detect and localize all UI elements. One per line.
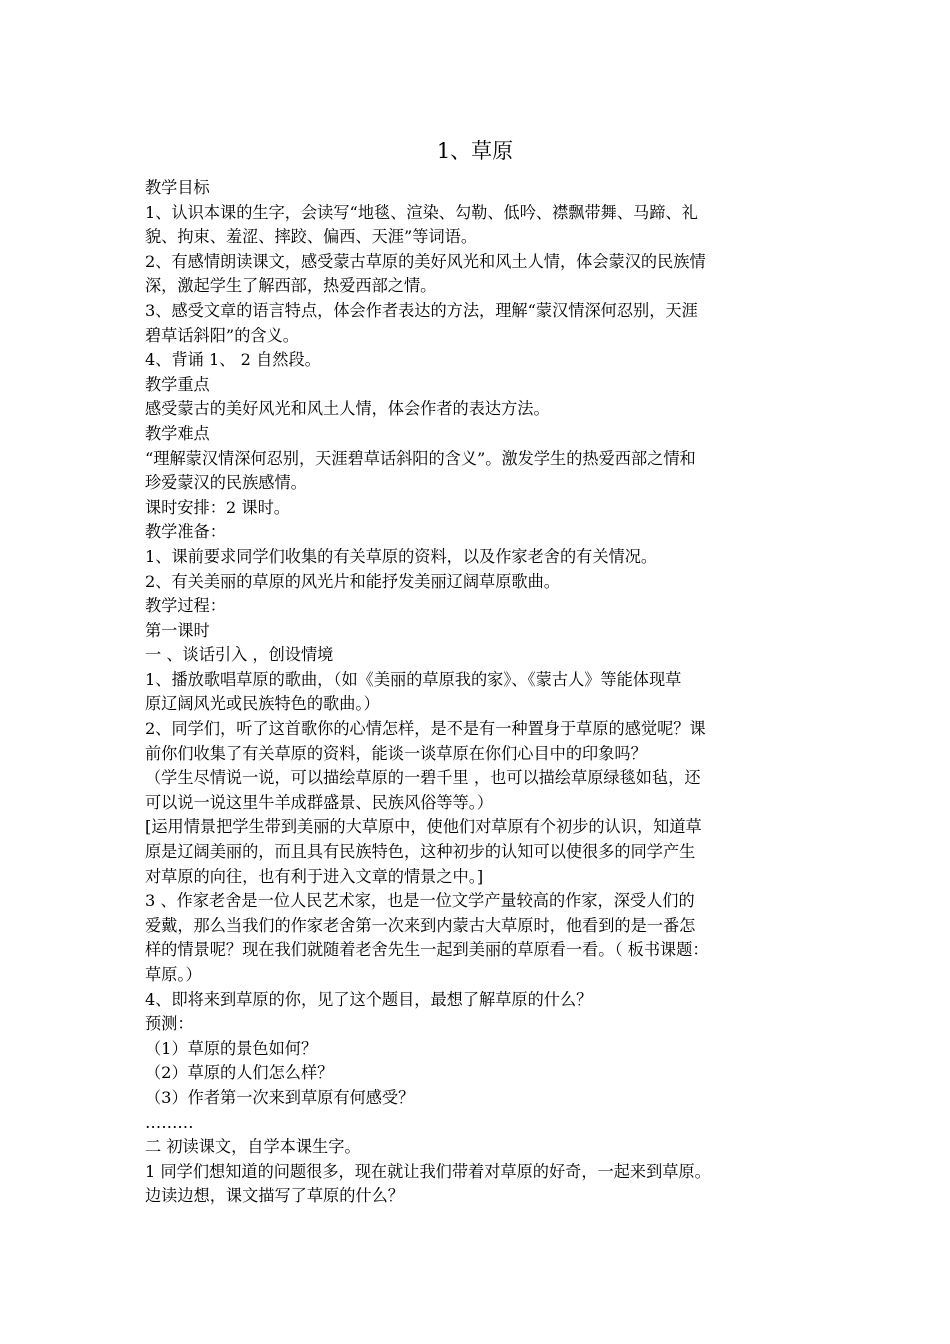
text-line: 1、播放歌唱草原的歌曲，（如《美丽的草原我的家》、《蒙古人》等能体现草 — [145, 669, 682, 689]
text-line: [运用情景把学生带到美丽的大草原中，使他们对草原有个初步的认识，知道草 — [145, 817, 702, 837]
text-line: 2、有感情朗读课文，感受蒙古草原的美好风光和风土人情，体会蒙汉的民族情 — [145, 251, 706, 271]
text-line: 4、即将来到草原的你，见了这个题目，最想了解草原的什么？ — [145, 989, 593, 1009]
text-line: 珍爱蒙汉的民族感情。 — [145, 473, 307, 493]
text-line: 预测： — [145, 1014, 194, 1034]
text-line: 貌、拘束、羞涩、摔跤、偏西、天涯”等词语。 — [145, 227, 478, 247]
text-line: 2、同学们，听了这首歌你的心情怎样，是不是有一种置身于草原的感觉呢？课 — [145, 719, 706, 739]
text-line: 二 初读课文，自学本课生字。 — [145, 1137, 361, 1157]
text-line: 边读边想，课文描写了草原的什么？ — [145, 1186, 404, 1206]
text-line: 1、课前要求同学们收集的有关草原的资料，以及作家老舍的有关情况。 — [145, 546, 658, 566]
text-line: “理解蒙汉情深何忍别，天涯碧草话斜阳的含义”。激发学生的热爱西部之情和 — [145, 448, 696, 468]
text-line: （1）草原的景色如何？ — [145, 1038, 318, 1058]
text-line: 3 、作家老舍是一位人民艺术家，也是一位文学产量较高的作家，深受人们的 — [145, 891, 695, 911]
text-line: 3、感受文章的语言特点，体会作者表达的方法，理解“蒙汉情深何忍别，天涯 — [145, 300, 698, 320]
text-line: 感受蒙古的美好风光和风土人情，体会作者的表达方法。 — [145, 399, 550, 419]
text-line: 教学过程： — [145, 596, 226, 616]
text-line: 样的情景呢？现在我们就随着老舍先生一起到美丽的草原看一看。（ 板书课题： — [145, 940, 709, 960]
text-line: 可以说一说这里牛羊成群盛景、民族风俗等等。） — [145, 792, 494, 812]
text-line: ……… — [145, 1112, 194, 1132]
text-line: （学生尽情说一说，可以描绘草原的一碧千里 ，也可以描绘草原绿毯如毡，还 — [145, 768, 701, 788]
text-line: 前你们收集了有关草原的资料，能谈一谈草原在你们心目中的印象吗？ — [145, 743, 647, 763]
text-line: 1 同学们想知道的问题很多，现在就让我们带着对草原的好奇，一起来到草原。 — [145, 1161, 711, 1181]
text-line: 原是辽阔美丽的，而且具有民族特色，这种初步的认知可以使很多的同学产生 — [145, 842, 696, 862]
text-line: 教学难点 — [145, 423, 210, 443]
text-line: （3）作者第一次来到草原有何感受？ — [145, 1087, 415, 1107]
text-line: 碧草话斜阳”的含义。 — [145, 325, 299, 345]
text-line: 教学准备： — [145, 522, 226, 542]
text-line: 爱戴，那么当我们的作家老舍第一次来到内蒙古大草原时，他看到的是一番怎 — [145, 915, 696, 935]
document-body — [145, 176, 825, 1209]
document-title: 1、草原 — [436, 139, 514, 163]
text-line: 教学重点 — [145, 374, 210, 394]
text-line: 一 、谈话引入 ，创设情境 — [145, 645, 334, 665]
text-line: 第一课时 — [145, 620, 210, 640]
text-line: 草原。） — [145, 965, 202, 984]
text-line: 2、有关美丽的草原的风光片和能抒发美丽辽阔草原歌曲。 — [145, 571, 560, 591]
text-line: 课时安排：2 课时。 — [145, 497, 290, 517]
text-line: 原辽阔风光或民族特色的歌曲。） — [145, 694, 380, 714]
text-line: 1、认识本课的生字，会读写“地毯、渲染、勾勒、低吟、襟飘带舞、马蹄、礼 — [145, 202, 698, 222]
text-line: 深，激起学生了解西部，热爱西部之情。 — [145, 276, 437, 296]
text-line: 对草原的向往，也有利于进入文章的情景之中。] — [145, 866, 484, 886]
text-line: 4、背诵 1、 2 自然段。 — [145, 350, 321, 370]
text-line: （2）草原的人们怎么样？ — [145, 1063, 334, 1083]
text-line: 教学目标 — [145, 178, 210, 197]
